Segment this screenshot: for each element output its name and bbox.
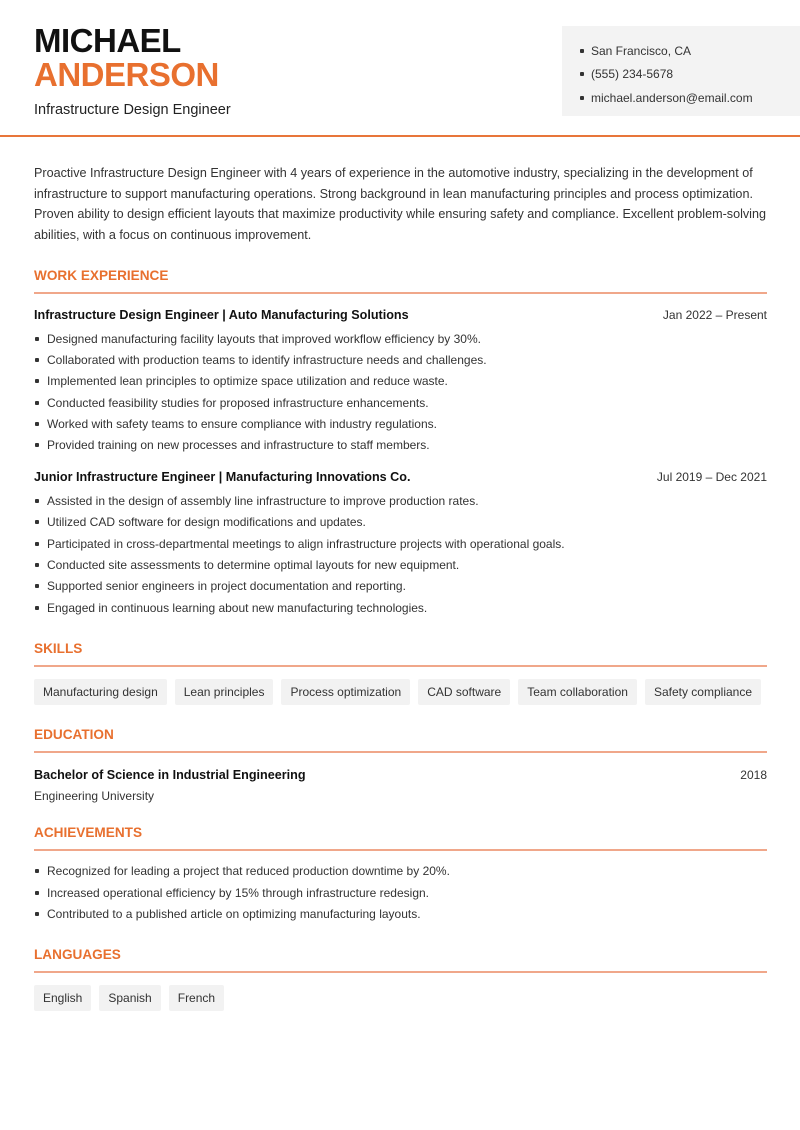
list-item: Contributed to a published article on optimizing manufacturing layouts. bbox=[34, 903, 767, 924]
bullet-icon bbox=[35, 358, 39, 362]
contact-box bbox=[562, 26, 800, 116]
bullet-icon bbox=[35, 869, 39, 873]
list-item: Collaborated with production teams to identify infrastructure needs and challenges. bbox=[34, 349, 767, 370]
skill-tag: Process optimization bbox=[281, 679, 410, 705]
skill-tag: Lean principles bbox=[175, 679, 274, 705]
bullet-icon bbox=[35, 422, 39, 426]
job-bullets bbox=[34, 490, 767, 618]
resume-body bbox=[34, 137, 767, 1011]
bullet-icon bbox=[35, 606, 39, 610]
section-title-achievements: ACHIEVEMENTS bbox=[34, 825, 767, 851]
education-header bbox=[34, 768, 767, 782]
achievement-bullets bbox=[34, 861, 767, 925]
job-title: Infrastructure Design Engineer | Auto Manufacturing Solutions bbox=[34, 307, 409, 322]
bullet-icon bbox=[35, 401, 39, 405]
bullet-icon bbox=[35, 499, 39, 503]
list-item: Assisted in the design of assembly line infrastructure to improve production rates. bbox=[34, 490, 767, 511]
list-item: Worked with safety teams to ensure compliance with industry regulations. bbox=[34, 413, 767, 434]
section-title-work: WORK EXPERIENCE bbox=[34, 268, 767, 294]
bullet-icon bbox=[35, 520, 39, 524]
bullet-icon bbox=[35, 563, 39, 567]
language-tag: English bbox=[34, 985, 91, 1011]
bullet-icon bbox=[35, 912, 39, 916]
list-item: Supported senior engineers in project documentation and reporting. bbox=[34, 576, 767, 597]
list-item: Increased operational efficiency by 15% through infrastructure redesign. bbox=[34, 882, 767, 903]
bullet-icon bbox=[35, 891, 39, 895]
job-bullets bbox=[34, 328, 767, 456]
job-title: Junior Infrastructure Engineer | Manufacturing Innovations Co. bbox=[34, 470, 411, 485]
bullet-icon bbox=[35, 542, 39, 546]
last-name: ANDERSON bbox=[34, 56, 219, 93]
list-item: Participated in cross-departmental meetings to align infrastructure projects with operational goals. bbox=[34, 533, 767, 554]
skill-tag: Team collaboration bbox=[518, 679, 637, 705]
language-tag: French bbox=[169, 985, 224, 1011]
bullet-icon bbox=[580, 96, 584, 100]
language-tags bbox=[34, 985, 767, 1011]
job-header bbox=[34, 470, 767, 484]
list-item: Provided training on new processes and infrastructure to staff members. bbox=[34, 435, 767, 456]
list-item: Implemented lean principles to optimize space utilization and reduce waste. bbox=[34, 371, 767, 392]
list-item: Conducted site assessments to determine optimal layouts for new equipment. bbox=[34, 554, 767, 575]
list-item: Conducted feasibility studies for proposed infrastructure enhancements. bbox=[34, 392, 767, 413]
location-text: San Francisco, CA bbox=[591, 43, 692, 58]
job-date: Jul 2019 – Dec 2021 bbox=[656, 470, 767, 485]
school: Engineering University bbox=[34, 788, 155, 803]
skill-tag: CAD software bbox=[418, 679, 510, 705]
bullet-icon bbox=[35, 443, 39, 447]
resume-header bbox=[0, 0, 800, 137]
phone-text: (555) 234-5678 bbox=[591, 67, 674, 82]
section-title-languages: LANGUAGES bbox=[34, 947, 767, 973]
bullet-icon bbox=[580, 72, 584, 76]
skill-tag: Manufacturing design bbox=[34, 679, 167, 705]
summary: Proactive Infrastructure Design Engineer with 4 years of experience in the automotive industry, specializing in the development of infrastructure to support manufacturing operations. Strong background in lean manufacturing principles and process optimization. Proven ability to design efficient layouts that maximize productivity while ensuring safety and compliance. Excellent problem-solving abilities, with a focus on continuous improvement. bbox=[34, 166, 766, 243]
language-tag: Spanish bbox=[99, 985, 160, 1011]
degree: Bachelor of Science in Industrial Engineering bbox=[34, 767, 306, 782]
job-header bbox=[34, 308, 767, 322]
bullet-icon bbox=[580, 49, 584, 53]
contact-location bbox=[580, 39, 800, 63]
contact-email[interactable] bbox=[580, 86, 800, 110]
bullet-icon bbox=[35, 584, 39, 588]
list-item: Designed manufacturing facility layouts that improved workflow efficiency by 30%. bbox=[34, 328, 767, 349]
bullet-icon bbox=[35, 379, 39, 383]
list-item: Recognized for leading a project that reduced production downtime by 20%. bbox=[34, 861, 767, 882]
email-link[interactable]: michael.anderson@email.com bbox=[591, 90, 753, 105]
bullet-icon bbox=[35, 337, 39, 341]
name-block bbox=[34, 24, 231, 118]
contact-phone bbox=[580, 63, 800, 87]
section-title-skills: SKILLS bbox=[34, 641, 767, 667]
list-item: Engaged in continuous learning about new manufacturing technologies. bbox=[34, 597, 767, 618]
skill-tag: Safety compliance bbox=[645, 679, 761, 705]
list-item: Utilized CAD software for design modifications and updates. bbox=[34, 512, 767, 533]
graduation-year: 2018 bbox=[740, 767, 767, 782]
first-name: MICHAEL bbox=[34, 22, 181, 59]
job-date: Jan 2022 – Present bbox=[662, 307, 767, 322]
job-title-heading: Infrastructure Design Engineer bbox=[34, 102, 231, 118]
section-title-education: EDUCATION bbox=[34, 727, 767, 753]
skills-tags bbox=[34, 679, 767, 705]
